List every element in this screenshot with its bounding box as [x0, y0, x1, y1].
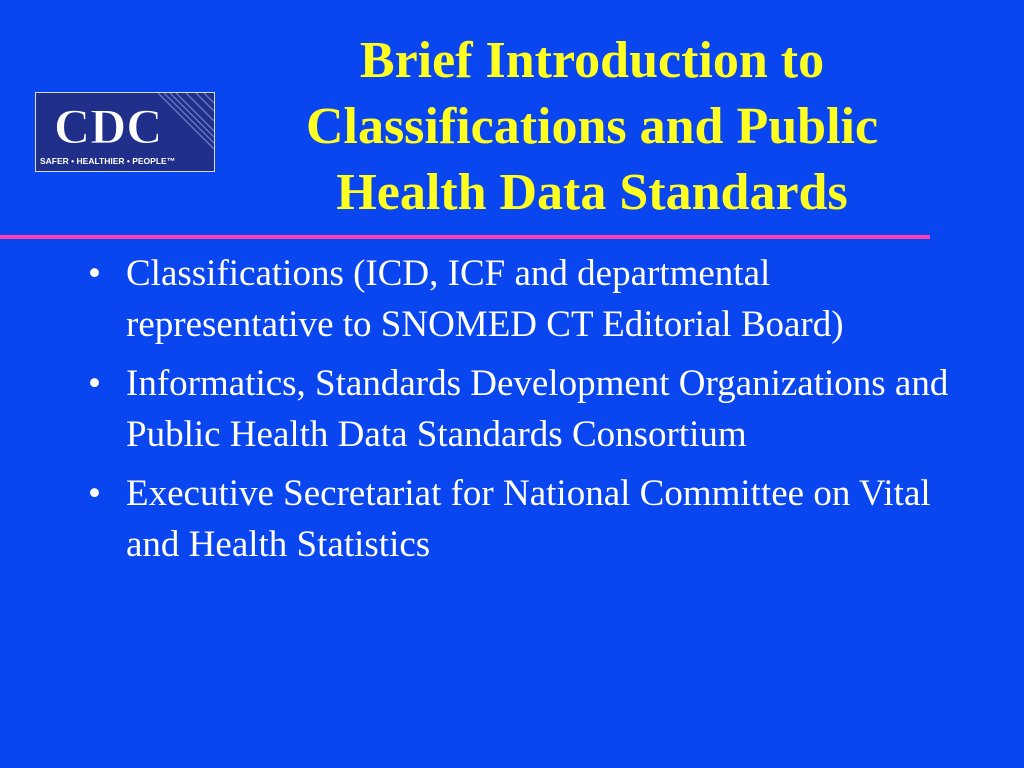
bullet-text: Classifications (ICD, ICF and departmental representative to SNOMED CT Editorial Board) [126, 253, 844, 345]
cdc-logo-graphic [36, 93, 214, 171]
bullet-text: Informatics, Standards Development Organizations and Public Health Data Standards Consortium [126, 363, 949, 455]
slide-title-line-2: Classifications and Public [305, 98, 879, 155]
cdc-tagline: SAFER • HEALTHIER • PEOPLE™ [40, 156, 176, 166]
title-divider [0, 235, 930, 239]
cdc-wordmark: CDC [54, 98, 163, 154]
bullet-text: Executive Secretariat for National Committee on Vital and Health Statistics [126, 473, 931, 565]
bullet-list [84, 248, 984, 578]
bullet-item [84, 248, 984, 350]
bullet-item [84, 358, 984, 460]
slide-title-line-1: Brief Introduction to [359, 32, 825, 89]
cdc-logo [35, 92, 215, 172]
slide-title [232, 28, 952, 226]
bullet-dot-icon: • [88, 473, 101, 514]
bullet-item [84, 468, 984, 570]
bullet-dot-icon: • [88, 253, 101, 294]
bullet-dot-icon: • [88, 363, 101, 404]
slide-title-line-3: Health Data Standards [336, 164, 848, 221]
